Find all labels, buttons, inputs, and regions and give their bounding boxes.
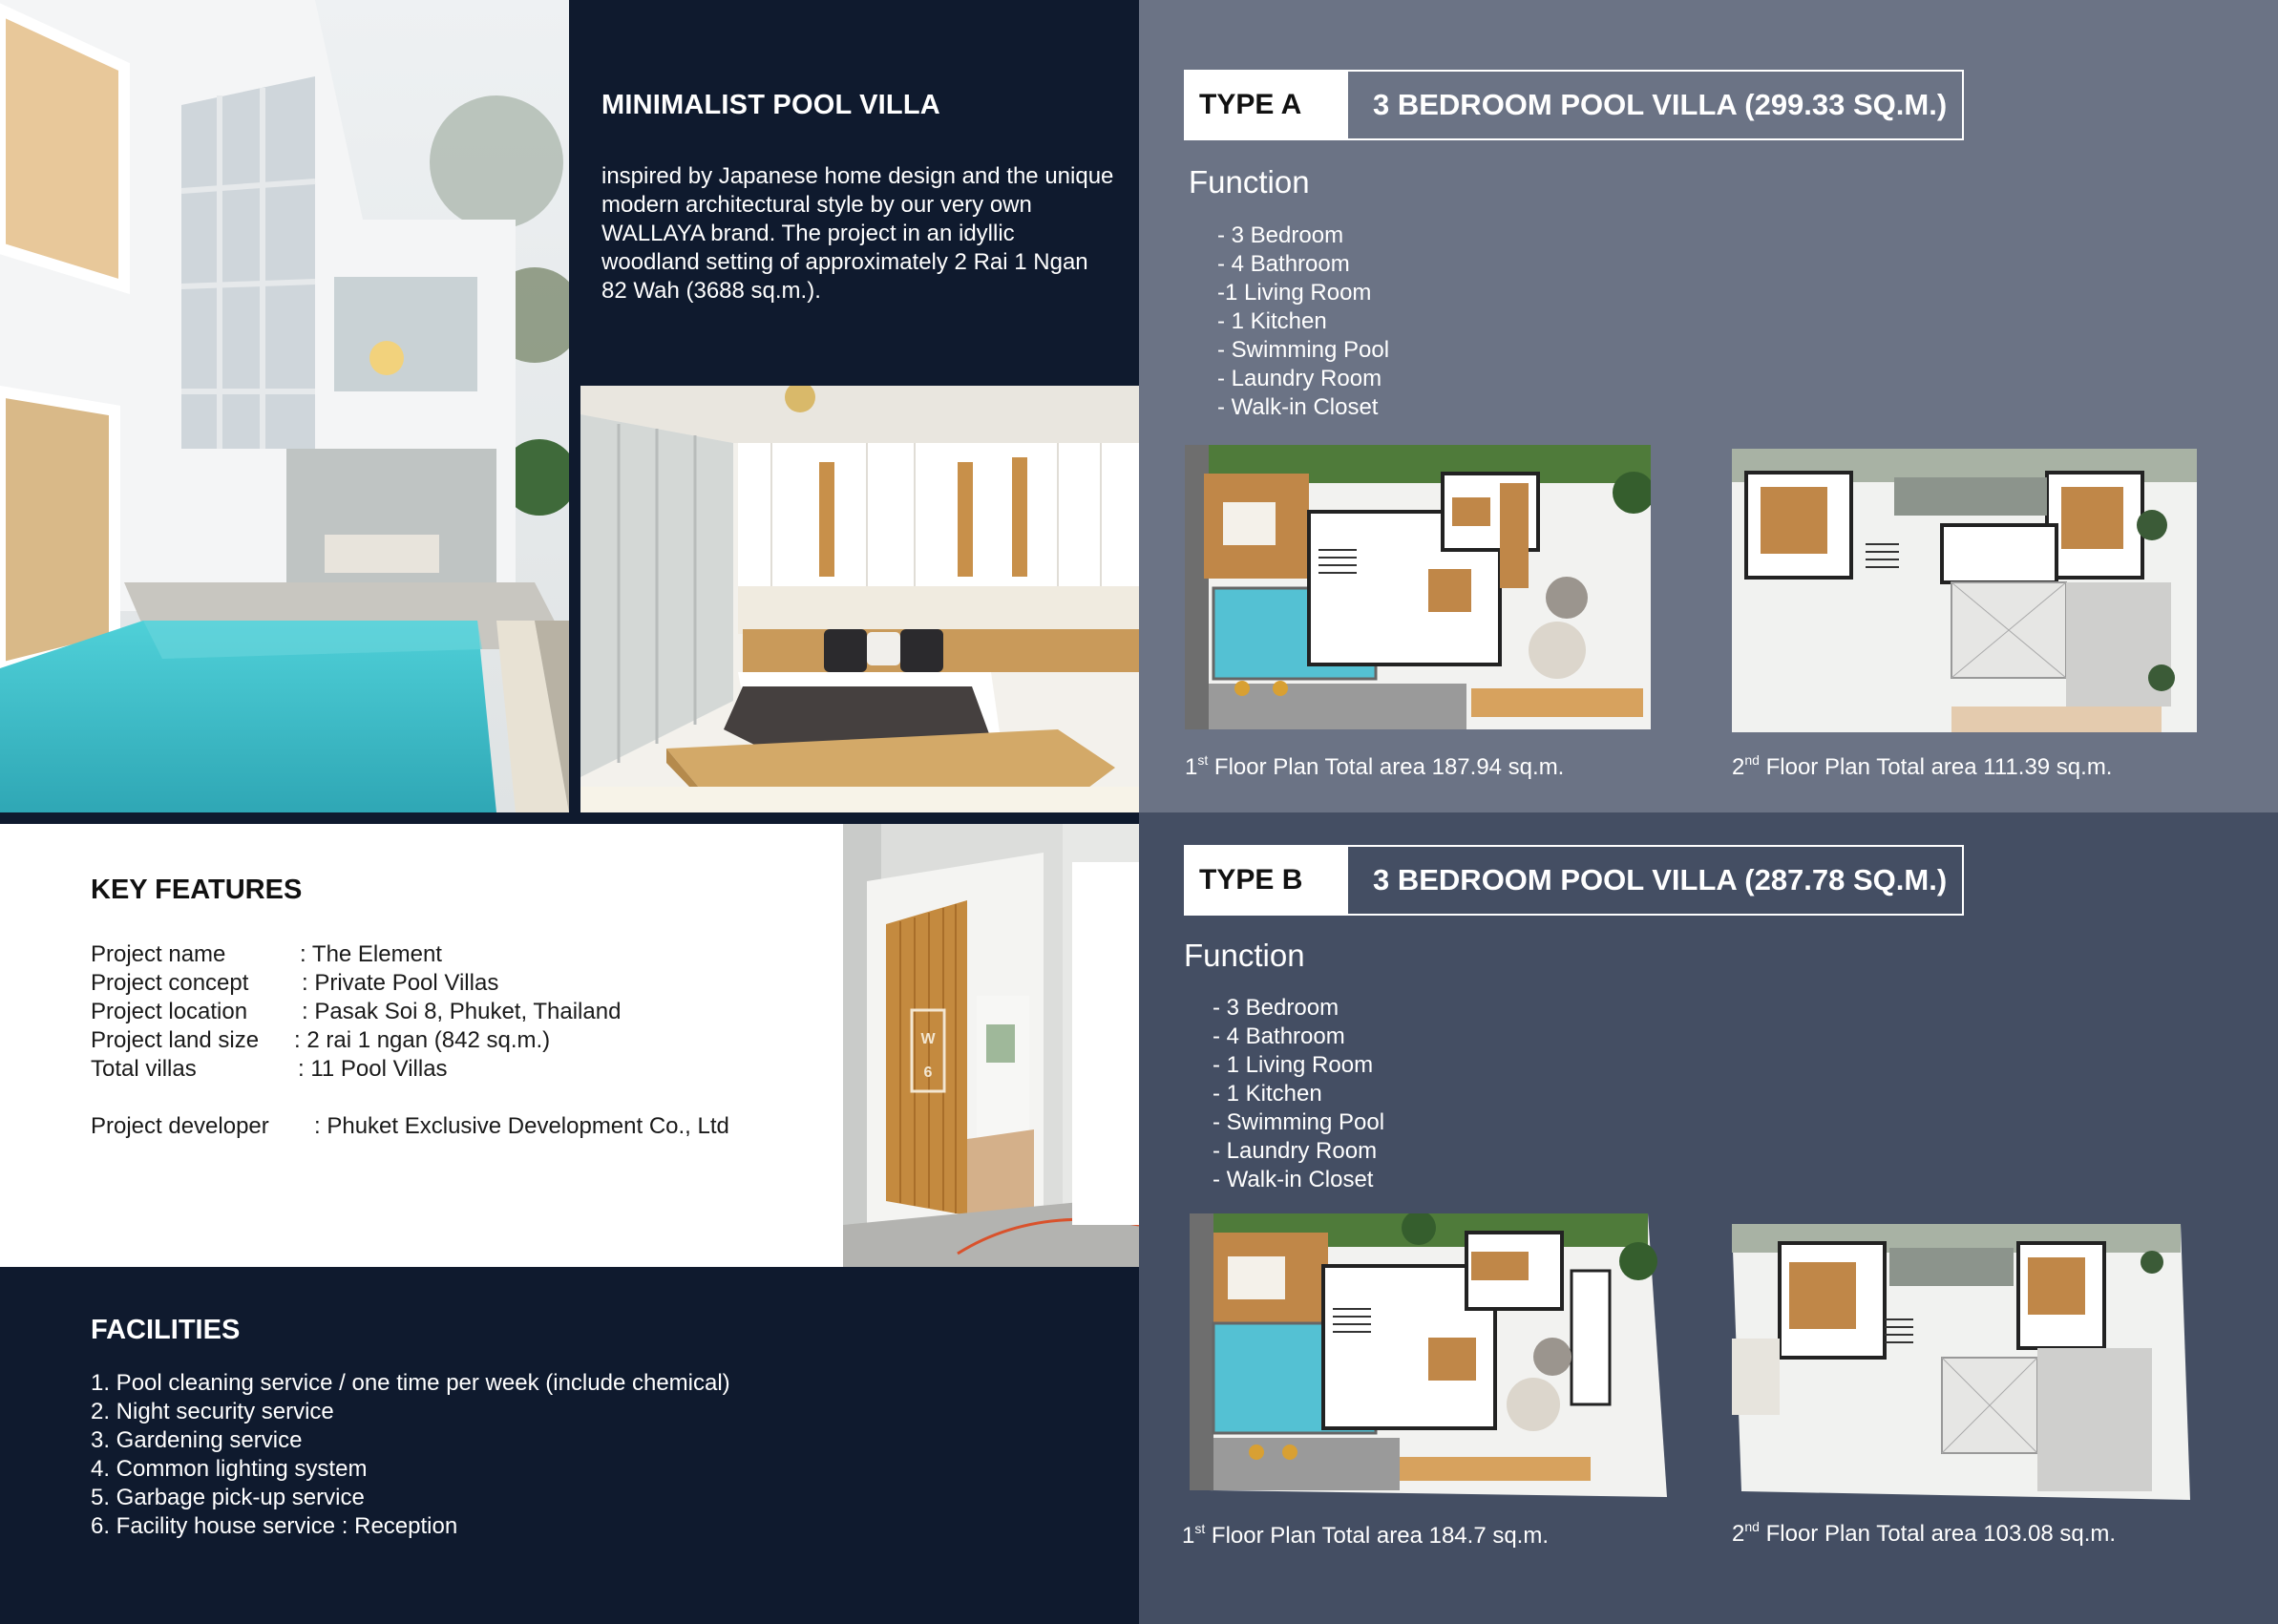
- type-a-first-floor-plan: [1185, 445, 1651, 729]
- intro-title: MINIMALIST POOL VILLA: [601, 90, 940, 120]
- bedroom-photo: [580, 386, 1139, 812]
- svg-text:W: W: [920, 1031, 936, 1047]
- function-item: - 1 Kitchen: [1213, 1081, 1322, 1107]
- key-feature-label: Project location: [91, 999, 248, 1024]
- type-b-second-floor-caption: 2nd Floor Plan Total area 103.08 sq.m.: [1732, 1519, 2117, 1547]
- facility-item: 1. Pool cleaning service / one time per week (include chemical): [91, 1370, 730, 1396]
- intro-description: inspired by Japanese home design and the unique modern architectural style by our very own WALLAYA brand. The project in an idyllic woodland setting of approximately 2 Rai 1 Ngan 82 Wah (3688 sq.m.).: [601, 163, 1114, 304]
- villa-exterior-photo: [0, 0, 569, 812]
- facilities-title: FACILITIES: [91, 1315, 241, 1345]
- function-item: - 3 Bedroom: [1213, 995, 1339, 1021]
- type-a-first-floor-caption: 1st Floor Plan Total area 187.94 sq.m.: [1185, 752, 1565, 780]
- function-item: - 1 Living Room: [1213, 1052, 1374, 1078]
- function-item: - 3 Bedroom: [1217, 222, 1344, 248]
- function-item: - Laundry Room: [1217, 366, 1382, 391]
- villa-door-photo: [843, 824, 1139, 1267]
- type-b-first-floor-caption: 1st Floor Plan Total area 184.7 sq.m.: [1182, 1521, 1550, 1549]
- type-b-name: 3 BEDROOM POOL VILLA (287.78 SQ.M.): [1373, 863, 1948, 896]
- key-feature-value: : The Element: [300, 941, 442, 967]
- function-item: - Swimming Pool: [1213, 1109, 1385, 1135]
- facilities-list: [91, 1369, 730, 1541]
- type-a-function-title: Function: [1189, 164, 1310, 200]
- svg-text:6: 6: [923, 1065, 933, 1081]
- type-b-tag: TYPE B: [1186, 847, 1348, 914]
- type-b-function-list: [1213, 994, 1384, 1194]
- key-feature-label: Project concept: [91, 970, 249, 996]
- type-a-function-list: [1217, 221, 1389, 422]
- function-item: - Laundry Room: [1213, 1138, 1378, 1164]
- facility-item: 6. Facility house service : Reception: [91, 1513, 458, 1539]
- key-feature-value: : 2 rai 1 ngan (842 sq.m.): [294, 1027, 551, 1053]
- key-features-panel: [0, 824, 843, 1267]
- key-feature-label: Project land size: [91, 1027, 260, 1053]
- key-feature-label: Project name: [91, 941, 226, 967]
- function-item: - 1 Kitchen: [1217, 308, 1327, 334]
- facility-item: 2. Night security service: [91, 1399, 334, 1424]
- key-features-title: KEY FEATURES: [91, 875, 303, 905]
- type-b-header: [1184, 845, 1964, 916]
- type-a-header: [1184, 70, 1964, 140]
- key-feature-value: : Pasak Soi 8, Phuket, Thailand: [302, 999, 622, 1024]
- function-item: - Walk-in Closet: [1213, 1167, 1374, 1192]
- type-b-panel: [1139, 812, 2278, 1624]
- facility-item: 4. Common lighting system: [91, 1456, 368, 1482]
- type-b-second-floor-plan: [1732, 1224, 2190, 1500]
- function-item: - 4 Bathroom: [1213, 1023, 1345, 1049]
- key-feature-label: Total villas: [91, 1056, 197, 1082]
- function-item: -1 Living Room: [1217, 280, 1372, 306]
- type-a-second-floor-caption: 2nd Floor Plan Total area 111.39 sq.m.: [1732, 752, 2113, 780]
- key-feature-value: : Private Pool Villas: [302, 970, 499, 996]
- key-feature-label: Project developer: [91, 1113, 269, 1139]
- facilities-panel: [0, 1267, 1139, 1624]
- type-a-panel: [1139, 0, 2278, 812]
- type-a-name: 3 BEDROOM POOL VILLA (299.33 SQ.M.): [1373, 88, 1948, 121]
- function-item: - 4 Bathroom: [1217, 251, 1350, 277]
- facility-item: 3. Gardening service: [91, 1427, 303, 1453]
- type-b-function-title: Function: [1184, 938, 1305, 973]
- function-item: - Swimming Pool: [1217, 337, 1390, 363]
- type-a-second-floor-plan: [1732, 449, 2197, 732]
- key-feature-value: : Phuket Exclusive Development Co., Ltd: [314, 1113, 729, 1139]
- type-a-tag: TYPE A: [1186, 72, 1348, 138]
- function-item: - Walk-in Closet: [1217, 394, 1379, 420]
- facility-item: 5. Garbage pick-up service: [91, 1485, 365, 1510]
- intro-panel: [569, 0, 1139, 386]
- type-b-first-floor-plan: [1190, 1213, 1667, 1497]
- key-feature-value: : 11 Pool Villas: [298, 1056, 448, 1082]
